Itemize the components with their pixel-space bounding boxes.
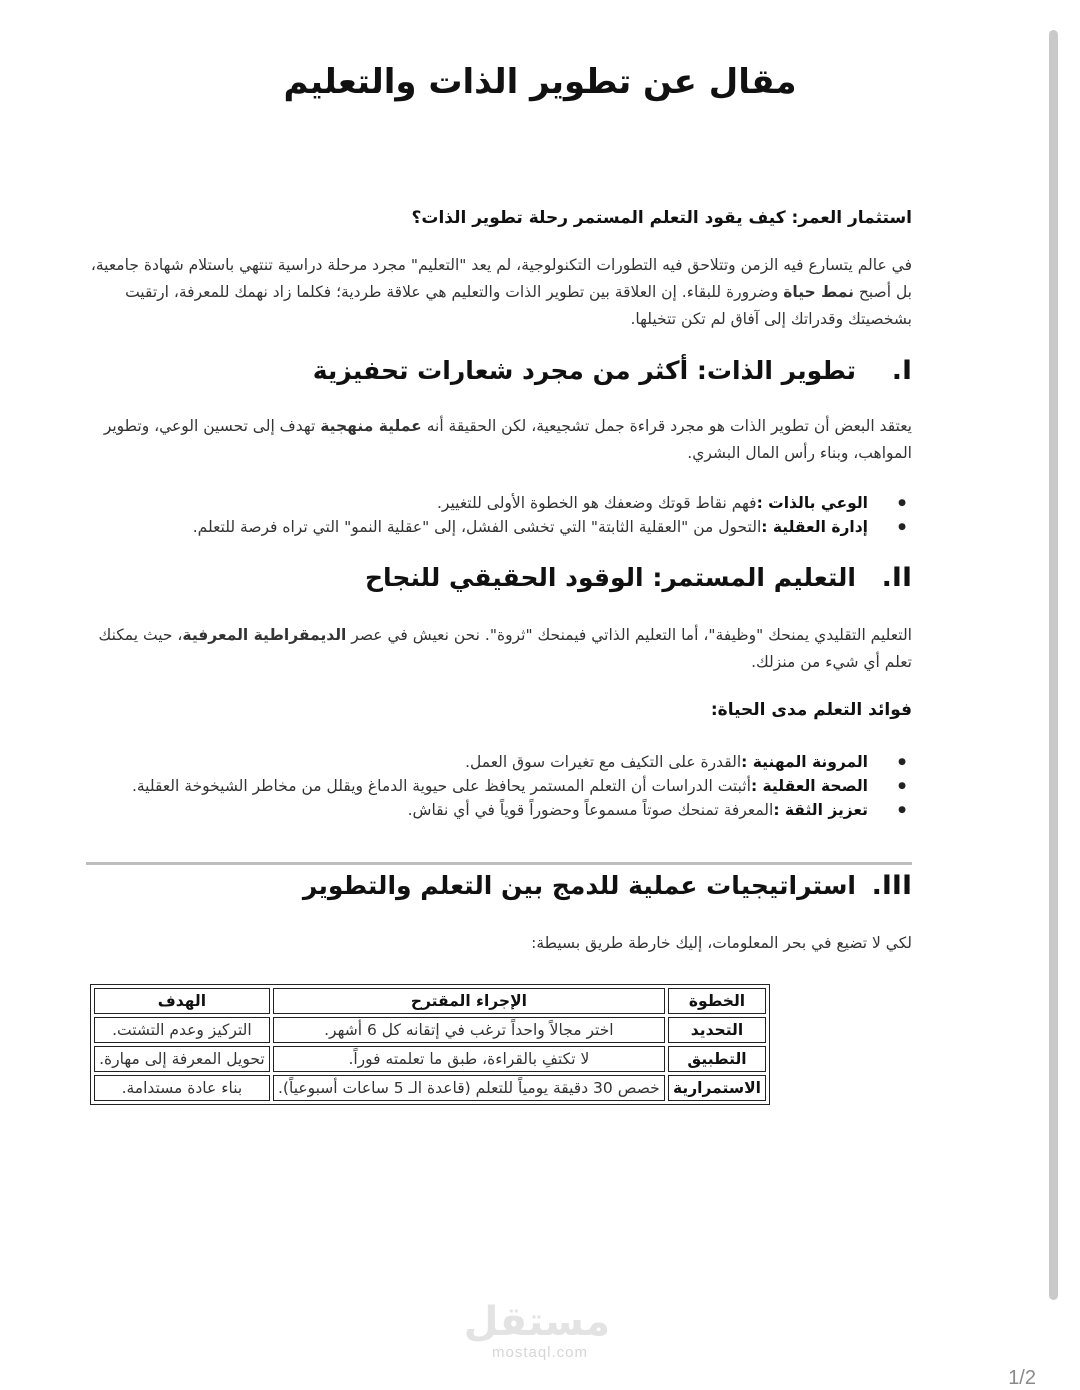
intro-paragraph: في عالم يتسارع فيه الزمن وتتلاحق فيه التطورات التكنولوجية، لم يعد "التعليم" مجرد مرحلة دراسية تنتهي باستلام شهادة جامعية، بل أصبح نمط حياة وضرورة للبقاء. إن العلاقة بين تطوير الذات والتعليم هي علاقة طردية؛ فكلما زاد نهمك للمعرفة، ارتقيت بشخصيتك وقدراتك إلى آفاق لم تكن تتخيلها. [90, 256, 912, 328]
section-number: II. [881, 562, 912, 593]
page-indicator: 1/2 [1008, 1367, 1036, 1389]
section-3-paragraph: لكي لا تضيع في بحر المعلومات، إليك خارطة طريق بسيطة: [531, 934, 912, 952]
page-title: مقال عن تطوير الذات والتعليم [283, 62, 797, 102]
table-row: الاستمرارية خصص 30 دقيقة يومياً للتعلم (قاعدة الـ 5 ساعات أسبوعياً). بناء عادة مستدامة. [94, 1075, 766, 1101]
section-1-heading: I. تطوير الذات: أكثر من مجرد شعارات تحفيزية [312, 355, 912, 386]
section-1-paragraph: يعتقد البعض أن تطوير الذات هو مجرد قراءة جمل تشجيعية، لكن الحقيقة أنه عملية منهجية تهدف إلى تحسين الوعي، وتطوير المواهب، وبناء رأس المال البشري. [103, 417, 912, 462]
list-item: ● إدارة العقلية :التحول من "العقلية الثابتة" التي تخشى الفشل، إلى "عقلية النمو" التي تراه فرصة للتعلم. [38, 515, 868, 539]
table-row: التحديد اختر مجالاً واحداً ترغب في إتقانه كل 6 أشهر. التركيز وعدم التشتت. [94, 1017, 766, 1043]
list-item: ● الصحة العقلية :أثبتت الدراسات أن التعلم المستمر يحافظ على حيوية الدماغ ويقلل من مخاطر الشيخوخة العقلية. [38, 774, 868, 798]
benefits-title: فوائد التعلم مدى الحياة: [710, 700, 912, 720]
header-action: الإجراء المقترح [273, 988, 665, 1014]
section-2-heading: II. التعليم المستمر: الوقود الحقيقي للنجاح [365, 562, 912, 593]
vertical-scrollbar[interactable] [1049, 30, 1058, 1300]
horizontal-divider [86, 862, 912, 865]
section-1-bullets [38, 491, 912, 539]
list-item: ● تعزيز الثقة :المعرفة تمنحك صوتاً مسموعاً وحضوراً قوياً في أي نقاش. [38, 798, 868, 822]
intro-emphasis: نمط حياة [783, 283, 854, 301]
section-2-bullets [38, 750, 912, 822]
table-header-row [94, 988, 766, 1014]
table-row: التطبيق لا تكتفِ بالقراءة، طبق ما تعلمته فوراً. تحويل المعرفة إلى مهارة. [94, 1046, 766, 1072]
strategy-table [90, 984, 770, 1105]
article-subtitle: استثمار العمر: كيف يقود التعلم المستمر رحلة تطوير الذات؟ [411, 208, 912, 228]
section-number: I. [891, 355, 912, 386]
list-item: ● المرونة المهنية :القدرة على التكيف مع تغيرات سوق العمل. [38, 750, 868, 774]
mostaql-watermark-logo: مستقل mostaql.com [463, 1299, 610, 1361]
section-3-heading: III. استراتيجيات عملية للدمج بين التعلم والتطوير [302, 870, 912, 901]
section-2-paragraph: التعليم التقليدي يمنحك "وظيفة"، أما التعليم الذاتي فيمنحك "ثروة". نحن نعيش في عصر الديمقراطية المعرفية، حيث يمكنك تعلم أي شيء من منزلك. [98, 626, 912, 671]
header-goal: الهدف [94, 988, 270, 1014]
header-step: الخطوة [668, 988, 766, 1014]
section-number: III. [871, 870, 912, 901]
list-item: ● الوعي بالذات :فهم نقاط قوتك وضعفك هو الخطوة الأولى للتغيير. [38, 491, 868, 515]
